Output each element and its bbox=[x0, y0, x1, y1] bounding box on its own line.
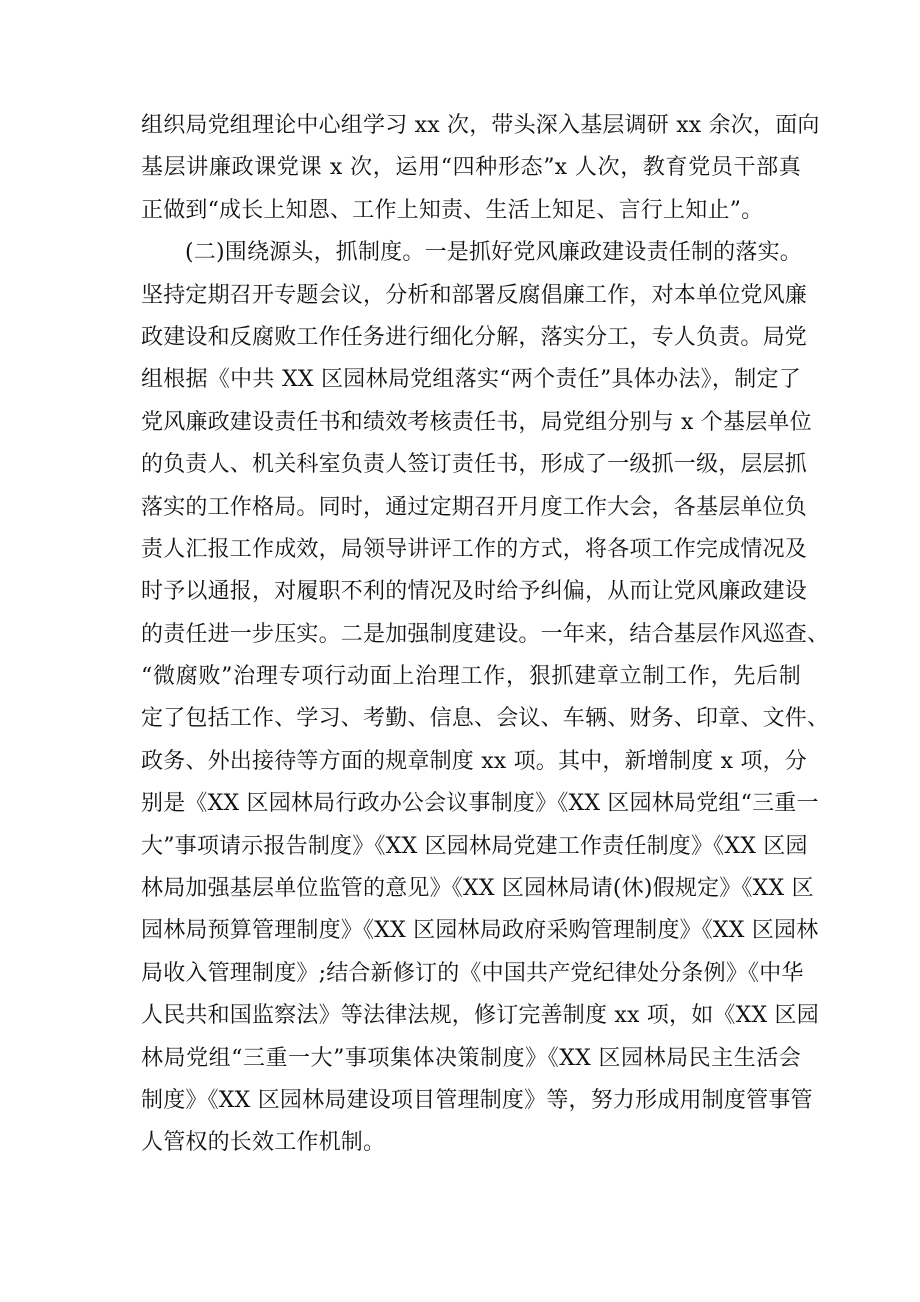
text-line: 责人汇报工作成效，局领导讲评工作的方式，将各项工作完成情况及 bbox=[141, 536, 808, 562]
text-line: 林局加强基层单位监管的意见》《XX 区园林局请(休)假规定》《XX 区 bbox=[141, 876, 814, 902]
body-text bbox=[141, 105, 830, 1165]
text-line: 的责任进一步压实。二是加强制度建设。一年来，结合基层作风巡查、 bbox=[141, 621, 830, 647]
text-line: 别是《XX 区园林局行政办公会议事制度》《XX 区园林局党组“三重一 bbox=[141, 791, 819, 817]
text-line: 基层讲廉政课党课 x 次，运用“四种形态”x 人次，教育党员干部真 bbox=[141, 155, 801, 181]
text-line: 人管权的长效工作机制。 bbox=[141, 1130, 386, 1156]
text-line: 党风廉政建设责任书和绩效考核责任书，局党组分别与 x 个基层单位 bbox=[141, 409, 812, 435]
text-line: 定了包括工作、学习、考勤、信息、会议、车辆、财务、印章、文件、 bbox=[141, 706, 830, 732]
text-line: 园林局预算管理制度》《XX 区园林局政府采购管理制度》《XX 区园林 bbox=[141, 918, 819, 944]
text-line: 的负责人、机关科室负责人签订责任书，形成了一级抓一级，层层抓 bbox=[141, 452, 808, 478]
section-heading-line: (二)围绕源头，抓制度。一是抓好党风廉政建设责任制的落实。 bbox=[185, 240, 802, 266]
text-line: 坚持定期召开专题会议，分析和部署反腐倡廉工作，对本单位党风廉 bbox=[141, 282, 808, 308]
text-line: 时予以通报，对履职不利的情况及时给予纠偏，从而让党风廉政建设 bbox=[141, 579, 808, 605]
text-line: 林局党组“三重一大”事项集体决策制度》《XX 区园林局民主生活会 bbox=[141, 1045, 801, 1071]
text-line: 局收入管理制度》;结合新修订的《中国共产党纪律处分条例》《中华 bbox=[141, 960, 804, 986]
text-line: 正做到“成长上知恩、工作上知责、生活上知足、言行上知止”。 bbox=[141, 197, 764, 223]
text-line: 政务、外出接待等方面的规章制度 xx 项。其中，新增制度 x 项，分 bbox=[141, 748, 807, 774]
text-line: 组织局党组理论中心组学习 xx 次，带头深入基层调研 xx 余次，面向 bbox=[141, 113, 820, 138]
text-line: “微腐败”治理专项行动面上治理工作，狠抓建章立制工作，先后制 bbox=[141, 664, 801, 690]
text-line: 落实的工作格局。同时，通过定期召开月度工作大会，各基层单位负 bbox=[141, 494, 808, 520]
text-line: 组根据《中共 XX 区园林局党组落实“两个责任”具体办法》，制定了 bbox=[141, 367, 801, 393]
text-line: 人民共和国监察法》等法律法规，修订完善制度 xx 项，如《XX 区园 bbox=[141, 1003, 819, 1029]
text-line: 政建设和反腐败工作任务进行细化分解，落实分工，专人负责。局党 bbox=[141, 324, 808, 350]
text-line: 制度》《XX 区园林局建设项目管理制度》等，努力形成用制度管事管 bbox=[141, 1087, 813, 1113]
text-line: 大”事项请示报告制度》《XX 区园林局党建工作责任制度》《XX 区园 bbox=[141, 833, 808, 859]
